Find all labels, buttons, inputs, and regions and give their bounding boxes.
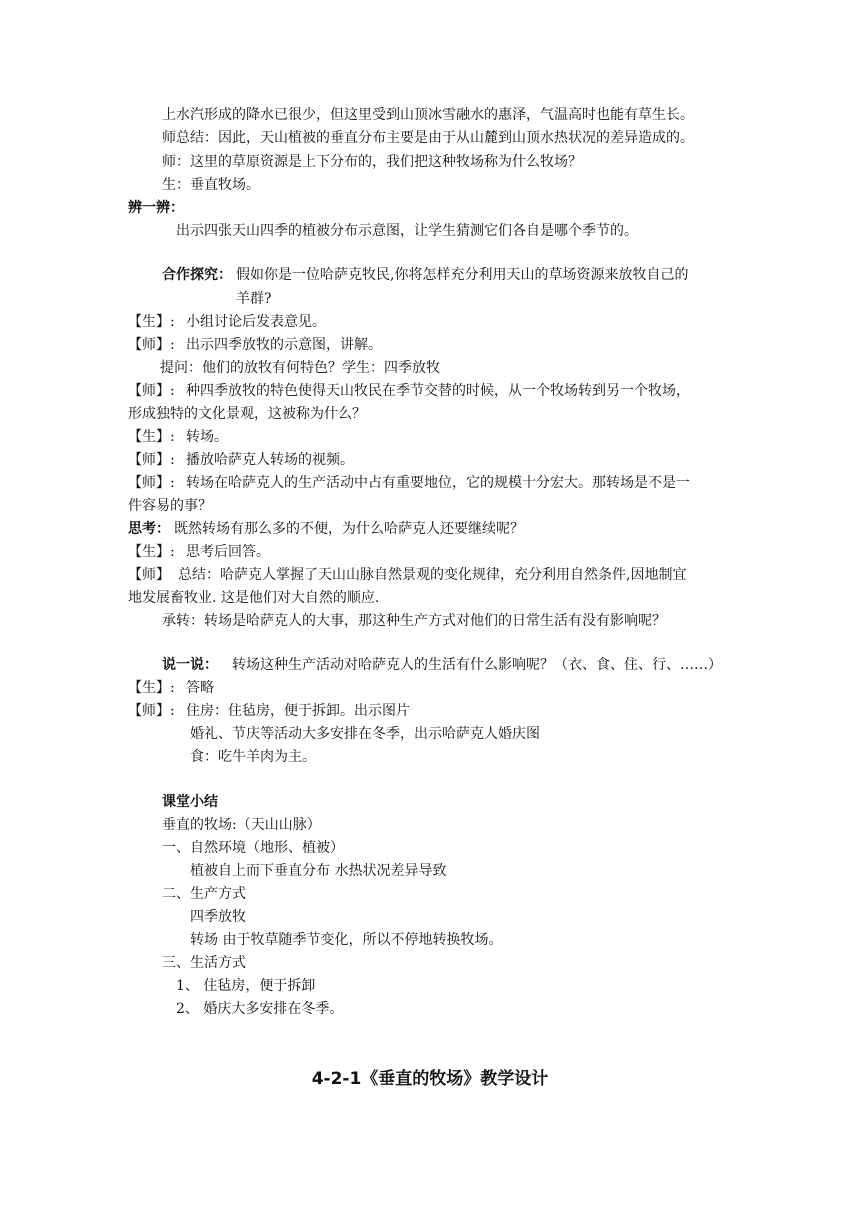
speaker-tag-teacher: 【师】:: [128, 703, 175, 719]
para-line: 承转：转场是哈萨克人的大事，那这种生产方式对他们的日常生活有没有影响呢？: [162, 613, 666, 629]
para-line: 既然转场有那么多的不便，为什么哈萨克人还要继续呢？: [174, 521, 524, 537]
summary-line: 一、自然环境（地形、植被）: [162, 840, 344, 856]
summary-line: 垂直的牧场:（天山山脉）: [162, 817, 321, 833]
section-heading-sikao: 思考：: [128, 521, 170, 537]
para-line: 答略: [186, 680, 214, 696]
para-line: 转场。: [186, 429, 228, 445]
speaker-tag-teacher: 【师】: [128, 567, 170, 583]
speaker-tag-teacher: 【师】:: [128, 475, 175, 491]
para-line: 师：这里的草原资源是上下分布的，我们把这种牧场称为什么牧场？: [162, 154, 582, 170]
para-line: 思考后回答。: [186, 544, 270, 560]
para-line: 假如你是一位哈萨克牧民,你将怎样充分利用天山的草场资源来放牧自己的: [236, 267, 689, 283]
speaker-tag-student: 【生】:: [128, 544, 175, 560]
para-line: 出示四张天山四季的植被分布示意图，让学生猜测它们各自是哪个季节的。: [176, 223, 638, 239]
para-line: 师总结：因此，天山植被的垂直分布主要是由于从山麓到山顶水热状况的差异造成的。: [162, 130, 694, 146]
para-line: 地发展畜牧业. 这是他们对大自然的顺应.: [128, 590, 380, 606]
section-heading-bianyibian: 辨一辨：: [128, 200, 184, 216]
summary-line: 转场 由于牧草随季节变化，所以不停地转换牧场。: [190, 932, 503, 948]
summary-line: 1、 住毡房，便于拆卸: [176, 978, 316, 994]
section-heading-hezuotanjiu: 合作探究：: [162, 267, 232, 283]
para-line: 件容易的事？: [128, 498, 212, 514]
para-line: 婚礼、节庆等活动大多安排在冬季，出示哈萨克人婚庆图: [190, 726, 540, 742]
para-line: 羊群?: [236, 291, 272, 307]
para-line: 小组讨论后发表意见。: [186, 314, 326, 330]
para-line: 转场这种生产活动对哈萨克人的生活有什么影响呢？（衣、食、住、行、……）: [232, 657, 722, 673]
summary-line: 植被自上而下垂直分布 水热状况差异导致: [190, 863, 447, 879]
section-heading-shuoyishuo: 说一说：: [162, 657, 218, 673]
para-line: 生：垂直牧场。: [162, 177, 260, 193]
para-line: 总结：哈萨克人掌握了天山山脉自然景观的变化规律，充分利用自然条件,因地制宜: [178, 567, 687, 583]
speaker-tag-student: 【生】:: [128, 680, 175, 696]
section-heading-summary: 课堂小结: [162, 794, 218, 810]
summary-line: 二、生产方式: [162, 886, 246, 902]
speaker-tag-teacher: 【师】:: [128, 452, 175, 468]
speaker-tag-teacher: 【师】:: [128, 383, 175, 399]
para-line: 形成独特的文化景观，这被称为什么？: [128, 406, 366, 422]
para-line: 出示四季放牧的示意图，讲解。: [186, 337, 382, 353]
document-title: 4-2-1《垂直的牧场》教学设计: [311, 1069, 549, 1089]
para-line: 住房：住毡房，便于拆卸。出示图片: [186, 703, 410, 719]
para-line: 提问：他们的放牧有何特色？学生：四季放牧: [160, 360, 440, 376]
para-line: 种四季放牧的特色使得天山牧民在季节交替的时候，从一个牧场转到另一个牧场，: [186, 383, 690, 399]
speaker-tag-teacher: 【师】:: [128, 337, 175, 353]
speaker-tag-student: 【生】:: [128, 429, 175, 445]
summary-line: 四季放牧: [190, 909, 246, 925]
para-line: 播放哈萨克人转场的视频。: [186, 452, 354, 468]
summary-line: 2、 婚庆大多安排在冬季。: [176, 1001, 344, 1017]
speaker-tag-student: 【生】:: [128, 314, 175, 330]
para-line: 食：吃牛羊肉为主。: [190, 749, 316, 765]
para-line: 上水汽形成的降水已很少，但这里受到山顶冰雪融水的惠泽，气温高时也能有草生长。: [162, 107, 694, 123]
para-line: 转场在哈萨克人的生产活动中占有重要地位，它的规模十分宏大。那转场是不是一: [186, 475, 690, 491]
summary-line: 三、生活方式: [162, 955, 246, 971]
